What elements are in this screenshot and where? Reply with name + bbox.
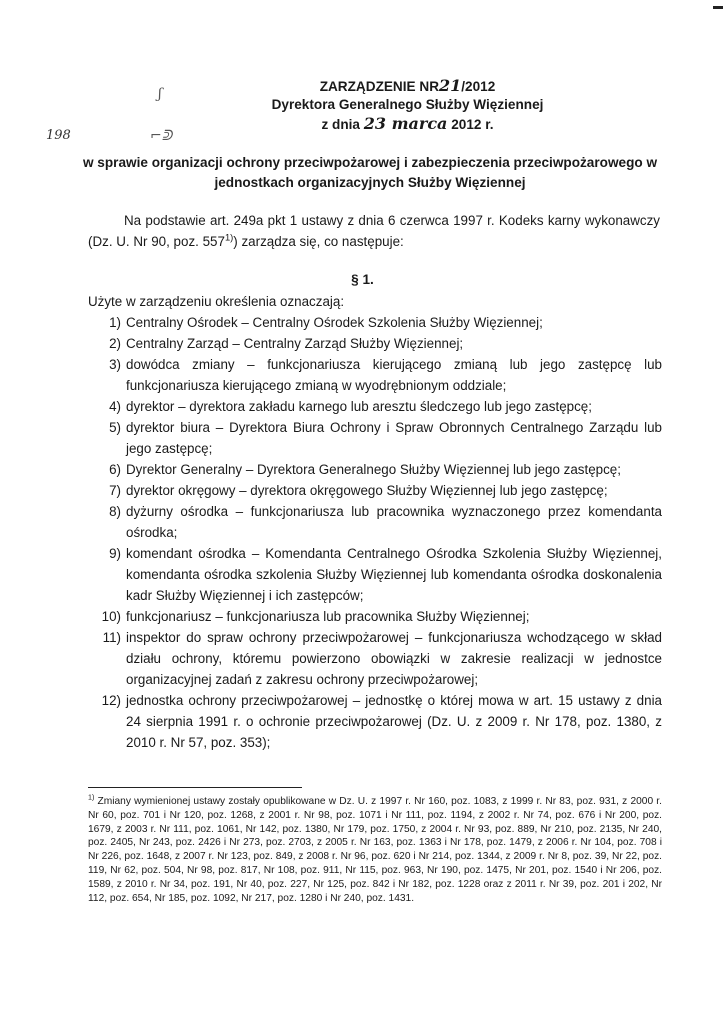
item-text: Dyrektor Generalny – Dyrektora Generalnego Służby Więziennej lub jego zastępcę; bbox=[126, 462, 621, 477]
title-prefix: ZARZĄDZENIE NR bbox=[319, 79, 440, 94]
handwritten-signature-mark: ⌐ᕲ bbox=[150, 128, 173, 144]
list-item bbox=[88, 501, 662, 543]
intro-text-after: ) zarządza się, co następuje: bbox=[233, 234, 404, 249]
definitions-list bbox=[88, 312, 662, 753]
item-text: dyżurny ośrodka – funkcjonariusza lub pracownika wyznaczonego przez komendanta ośrodka; bbox=[126, 504, 662, 540]
document-issuer: Dyrektora Generalnego Służby Więziennej bbox=[271, 97, 544, 112]
item-text: dyrektor biura – Dyrektora Biura Ochrony i Spraw Obronnych Centralnego Zarządu lub jego zastępcę; bbox=[126, 420, 662, 456]
scan-corner-mark bbox=[713, 6, 723, 9]
item-text: komendant ośrodka – Komendanta Centralnego Ośrodka Szkolenia Służby Więziennej, komendanta ośrodka szkolenia Służby Więziennej lub komendanta ośrodka doskonalenia kadr Służby Więziennej i ich zastępców; bbox=[126, 546, 662, 603]
footnote bbox=[88, 795, 662, 905]
item-number: 8) bbox=[109, 504, 121, 519]
footnote-text: Zmiany wymienionej ustawy zostały opublikowane w Dz. U. z 1997 r. Nr 160, poz. 1083, z 1999 r. Nr 83, poz. 931, z 2000 r. Nr 60, poz. 701 i Nr 120, poz. 1268, z 2001 r. Nr 98, poz. 1071 i Nr 111, poz. 1194, z 2002 r. Nr 74, poz. 676 i Nr 200, poz. 1679, z 2003 r. Nr 111, poz. 1061, Nr 142, poz. 1380, Nr 179, poz. 1750, z 2004 r. Nr 93, poz. 889, Nr 210, poz. 2135, Nr 240, poz. 2405, Nr 243, poz. 2426 i Nr 273, poz. 2703, z 2005 r. Nr 163, poz. 1363 i Nr 178, poz. 1479, z 2006 r. Nr 104, poz. 708 i Nr 226, poz. 1648, z 2007 r. Nr 123, poz. 849, z 2008 r. Nr 96, poz. 620 i Nr 214, poz. 1344, z 2009 r. Nr 8, poz. 39, Nr 22, poz. 119, Nr 62, poz. 504, Nr 98, poz. 817, Nr 108, poz. 911, Nr 115, poz. 963, Nr 190, poz. 1475, Nr 201, poz. 1540 i Nr 206, poz. 1589, z 2010 r. Nr 34, poz. 191, Nr 40, poz. 227, Nr 125, poz. 842 i Nr 182, poz. 1228 oraz z 2011 r. Nr 39, poz. 201 i 202, Nr 112, poz. 654, Nr 185, poz. 1092, Nr 217, poz. 1280 i Nr 240, poz. 1431. bbox=[88, 796, 662, 904]
item-text: funkcjonariusz – funkcjonariusza lub pracownika Służby Więziennej; bbox=[126, 609, 530, 624]
item-number: 1) bbox=[109, 315, 121, 330]
item-text: dyrektor – dyrektora zakładu karnego lub aresztu śledczego lub jego zastępcę; bbox=[126, 399, 592, 414]
footnote-marker: 1) bbox=[88, 793, 95, 802]
document-subject: w sprawie organizacji ochrony przeciwpożarowej i zabezpieczenia przeciwpożarowego w jednostkach organizacyjnych Służby Więziennej bbox=[82, 155, 658, 190]
date-prefix: z dnia bbox=[321, 117, 360, 132]
list-item bbox=[88, 417, 662, 459]
list-item bbox=[88, 627, 662, 690]
item-number: 5) bbox=[109, 420, 121, 435]
list-item bbox=[88, 354, 662, 396]
footnote-reference: 1) bbox=[224, 232, 234, 243]
item-text: dyrektor okręgowy – dyrektora okręgowego Służby Więziennej lub jego zastępcę; bbox=[126, 483, 608, 498]
item-text: Centralny Zarząd – Centralny Zarząd Służby Więziennej; bbox=[126, 336, 464, 351]
date-handwritten: 23 marca bbox=[363, 114, 448, 133]
date-suffix: 2012 r. bbox=[451, 117, 494, 132]
item-number: 3) bbox=[109, 357, 121, 372]
handwritten-registry-number: 198 bbox=[46, 128, 71, 143]
title-suffix: /2012 bbox=[461, 79, 496, 94]
list-item bbox=[88, 396, 662, 417]
list-item bbox=[88, 606, 662, 627]
item-text: inspektor do spraw ochrony przeciwpożarowej – funkcjonariusza wchodzącego w skład działu ochrony, któremu powierzono obowiązki w zakresie realizacji w jednostce organizacyjnej zadań z zakresu ochrony przeciwpożarowej; bbox=[126, 630, 662, 687]
handwritten-initial-mark: ʃ bbox=[158, 86, 162, 102]
section-heading: § 1. bbox=[351, 272, 374, 287]
document-date bbox=[0, 114, 725, 134]
item-number: 7) bbox=[109, 483, 121, 498]
list-item bbox=[88, 543, 662, 606]
item-number: 9) bbox=[109, 546, 121, 561]
list-item bbox=[88, 690, 662, 753]
list-item bbox=[88, 333, 662, 354]
item-number: 11) bbox=[102, 630, 121, 645]
item-number: 10) bbox=[101, 609, 121, 624]
section-lead: Użyte w zarządzeniu określenia oznaczają: bbox=[88, 294, 345, 309]
intro-text-before: Na podstawie art. 249a pkt 1 ustawy z dnia 6 czerwca 1997 r. Kodeks karny wykonawczy (Dz. U. Nr 90, poz. 557 bbox=[88, 213, 660, 249]
title-number-handwritten: 21 bbox=[439, 76, 462, 95]
list-item bbox=[88, 312, 662, 333]
item-text: dowódca zmiany – funkcjonariusza kierującego zmianą lub jego zastępcę lub funkcjonariusza kierującego zmianą w wyodrębnionym oddziale; bbox=[126, 357, 662, 393]
legal-basis-paragraph bbox=[88, 210, 660, 252]
list-item bbox=[88, 480, 662, 501]
item-text: jednostka ochrony przeciwpożarowej – jednostkę o której mowa w art. 15 ustawy z dnia 24 sierpnia 1991 r. o ochronie przeciwpożarowej (Dz. U. z 2009 r. Nr 178, poz. 1380, z 2010 r. Nr 57, poz. 353); bbox=[126, 693, 662, 750]
list-item bbox=[88, 459, 662, 480]
item-text: Centralny Ośrodek – Centralny Ośrodek Szkolenia Służby Więziennej; bbox=[126, 315, 543, 330]
item-number: 6) bbox=[109, 462, 121, 477]
item-number: 4) bbox=[109, 399, 121, 414]
document-title bbox=[0, 76, 725, 96]
footnote-divider bbox=[88, 787, 302, 788]
item-number: 12) bbox=[101, 693, 121, 708]
item-number: 2) bbox=[109, 336, 121, 351]
